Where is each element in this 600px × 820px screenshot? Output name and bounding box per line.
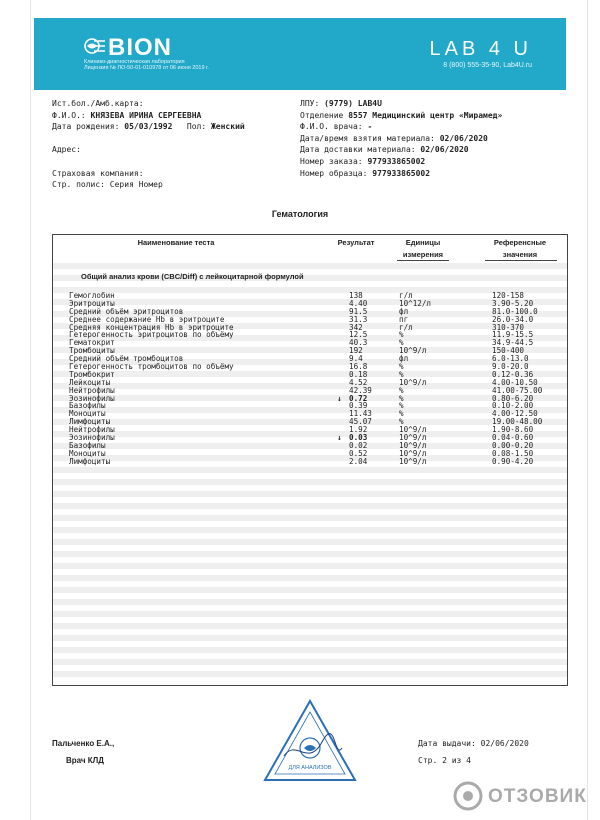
test-unit: % (399, 338, 404, 348)
test-unit: 10^9/л (399, 377, 427, 387)
reference-header-underline (485, 260, 557, 261)
lpu-label: ЛПУ: (300, 99, 320, 108)
doctor-value: - (367, 122, 373, 132)
brand-subtitle-line-1: Клинико-диагностическая лаборатория (84, 59, 185, 65)
patient-name-label: Ф.И.О.: (52, 110, 86, 120)
signature-block (52, 735, 114, 769)
table-row (53, 418, 567, 426)
test-result: 16.8 (349, 362, 368, 372)
sample-date-line (300, 133, 502, 145)
test-result: 0.39 (349, 401, 368, 411)
test-name: Нейтрофилы (69, 385, 115, 395)
test-reference: 0.90-4.20 (492, 456, 534, 466)
test-reference: 4.00-10.50 (492, 377, 538, 387)
test-unit: фл (399, 306, 409, 316)
test-name: Нейтрофилы (69, 425, 115, 435)
table-row (53, 410, 567, 418)
test-result: 192 (349, 346, 363, 356)
test-name: Тромбокрит (69, 369, 115, 379)
test-name: Гемоглобин (69, 291, 115, 300)
table-row (53, 379, 567, 387)
dept-line (300, 110, 502, 122)
sample-date: 02/06/2020 (439, 133, 488, 143)
test-reference: 1.90-8.60 (492, 425, 534, 435)
test-result: 4.40 (349, 298, 368, 308)
test-result: 12.5 (349, 330, 368, 340)
col-header-reference (483, 237, 557, 261)
test-name: Средний объём эритроцитов (69, 306, 184, 316)
test-reference: 6.0-13.0 (492, 354, 529, 364)
table-row (53, 395, 567, 403)
test-name: Лейкоциты (69, 377, 111, 387)
test-name: Средняя концентрация Hb в эритроците (69, 322, 234, 332)
table-row (53, 434, 567, 442)
test-result: 45.07 (349, 417, 372, 427)
test-name: Эритроциты (69, 298, 115, 308)
test-result: 0.18 (349, 369, 368, 379)
patient-sex: Женский (210, 122, 245, 132)
dept-value: 8557 Медицинский центр «Мирамед» (348, 110, 503, 120)
patient-sex-label: Пол: (186, 122, 207, 132)
table-row (53, 339, 567, 347)
test-reference: 26.0-34.0 (492, 314, 534, 324)
low-flag-icon: ↓ (337, 393, 342, 403)
col-header-units (395, 237, 451, 261)
test-name: Тромбоциты (69, 346, 115, 356)
delivery-date: 02/06/2020 (420, 145, 469, 155)
table-row (53, 450, 567, 458)
test-result: 9.4 (349, 354, 363, 364)
test-result: 0.03 (349, 433, 368, 443)
test-result: 91.5 (349, 306, 368, 316)
test-unit: 10^9/л (399, 433, 427, 443)
test-unit: 10^9/л (399, 456, 427, 466)
patient-dob-label: Дата рождения: (52, 122, 120, 132)
test-result: 42.39 (349, 385, 372, 395)
order-number: 977933865002 (367, 156, 426, 166)
test-name: Моноциты (69, 448, 106, 458)
test-result: 138 (349, 291, 363, 300)
stamp-text: ДЛЯ АНАЛИЗОВ (288, 765, 332, 771)
test-unit: % (399, 417, 404, 427)
low-flag-icon: ↓ (337, 433, 342, 443)
table-row (53, 458, 567, 466)
sample-date-label: Дата/время взятия материала: (300, 133, 435, 143)
test-unit: % (399, 385, 404, 395)
test-unit: % (399, 330, 404, 340)
test-reference: 19.00-48.00 (492, 417, 543, 427)
signer-name: Пальченко Е.А., (52, 739, 115, 748)
test-name: Лимфоциты (69, 456, 111, 466)
section-title: Гематология (271, 209, 329, 219)
test-result: 0.02 (349, 440, 368, 450)
test-result: 1.92 (349, 425, 368, 435)
patient-name-line (52, 110, 245, 122)
sample-number: 977933865002 (372, 168, 431, 178)
brand-subtitle (84, 59, 244, 71)
test-unit: 10^9/л (399, 425, 427, 435)
lab-contacts: 8 (800) 555-35-90, Lab4U.ru (443, 62, 532, 69)
test-reference: 310-370 (492, 322, 525, 332)
address-label: Адрес: (52, 145, 81, 155)
patient-info (52, 98, 245, 191)
bion-logo-icon (84, 38, 106, 54)
page-number: Стр. 2 из 4 (418, 756, 471, 765)
test-name: Лимфоциты (69, 417, 111, 427)
table-row (53, 442, 567, 450)
order-info (300, 98, 502, 179)
watermark-text: ОТЗОВИК (488, 786, 587, 807)
test-reference: 0.04-0.60 (492, 433, 534, 443)
table-row (53, 387, 567, 395)
insurer-label: Страховая компания: (52, 168, 144, 178)
doctor-line (300, 121, 502, 133)
otzovik-logo-icon (452, 780, 484, 812)
signer-role: Врач КЛД (66, 756, 104, 765)
test-name: Средний объём тромбоцитов (69, 354, 184, 364)
test-reference: 0.08-1.50 (492, 448, 534, 458)
test-result: 2.04 (349, 456, 368, 466)
test-name: Гетерогенность эритроцитов по объёму (69, 330, 234, 340)
test-unit: % (399, 409, 404, 419)
issue-date: 02/06/2020 (480, 739, 529, 748)
col-header-units-line-2: измерения (402, 250, 444, 259)
test-unit: % (399, 369, 404, 379)
col-header-reference-line-2: значения (502, 250, 538, 259)
patient-dob-line (52, 121, 245, 133)
issue-date-line (418, 735, 529, 752)
test-name: Среднее содержание Hb в эритроците (69, 314, 225, 324)
table-row (53, 426, 567, 434)
table-row (53, 402, 567, 410)
patient-name: КНЯЗЕВА ИРИНА СЕРГЕЕВНА (90, 110, 202, 120)
test-name: Эозинофилы (69, 393, 115, 403)
test-unit: 10^12/л (399, 298, 432, 308)
test-unit: 10^9/л (399, 440, 427, 450)
test-reference: 34.9-44.5 (492, 338, 534, 348)
test-unit: % (399, 393, 404, 403)
test-reference: 0.10-2.00 (492, 401, 534, 411)
results-rows (53, 292, 567, 466)
brand-license: Лицензия № ЛО-50-01-010978 от 06 июня 2019 г. (84, 65, 209, 71)
col-header-reference-line-1: Референсные (493, 238, 547, 247)
test-reference: 9.0-20.0 (492, 362, 529, 372)
test-unit: 10^9/л (399, 448, 427, 458)
order-number-label: Номер заказа: (300, 156, 363, 166)
patient-dob: 05/03/1992 (124, 122, 173, 132)
table-row (53, 371, 567, 379)
test-reference: 81.0-100.0 (492, 306, 538, 316)
test-result: 31.3 (349, 314, 368, 324)
test-reference: 11.9-15.5 (492, 330, 534, 340)
test-name: Базофилы (69, 440, 106, 450)
otzovik-watermark (452, 780, 600, 812)
test-unit: фл (399, 354, 409, 364)
issue-block (418, 735, 529, 769)
test-reference: 0.12-0.36 (492, 369, 534, 379)
test-result: 4.52 (349, 377, 368, 387)
col-header-result: Результат (337, 238, 375, 247)
brand-name: BION (108, 34, 172, 61)
test-unit: г/л (399, 322, 413, 332)
test-name: Базофилы (69, 401, 106, 411)
order-number-line (300, 156, 502, 168)
table-row (53, 292, 567, 300)
lpu-value: (9779) LAB4U (324, 99, 382, 108)
panel-title: Общий анализ крови (CBC/Diff) с лейкоцитарной формулой (81, 272, 304, 281)
col-header-units-line-1: Единицы (405, 238, 441, 247)
test-unit: % (399, 362, 404, 372)
test-reference: 0.80-6.20 (492, 393, 534, 403)
doctor-label: Ф.И.О. врача: (300, 122, 363, 132)
report-header (34, 18, 566, 90)
test-name: Гематокрит (69, 338, 115, 348)
test-result: 0.52 (349, 448, 368, 458)
test-reference: 120-158 (492, 291, 525, 300)
issue-date-label: Дата выдачи: (418, 739, 476, 748)
results-table (52, 234, 568, 686)
test-reference: 0.00-0.20 (492, 440, 534, 450)
lab-title: LAB 4 U (429, 38, 532, 60)
test-result: 11.43 (349, 409, 372, 419)
sample-number-label: Номер образца: (300, 168, 368, 178)
lab-stamp (262, 698, 358, 784)
test-result: 40.3 (349, 338, 368, 348)
test-result: 0.72 (349, 393, 368, 403)
test-reference: 150-400 (492, 346, 525, 356)
delivery-date-line (300, 144, 502, 156)
card-label: Ист.бол./Амб.карта: (52, 99, 144, 108)
test-unit: 10^9/л (399, 346, 427, 356)
test-name: Эозинофилы (69, 433, 115, 443)
test-reference: 4.00-12.50 (492, 409, 538, 419)
test-result: 342 (349, 322, 363, 332)
sample-number-line (300, 168, 502, 180)
test-reference: 41.00-75.00 (492, 385, 543, 395)
table-row (53, 363, 567, 371)
test-unit: % (399, 401, 404, 411)
table-row (53, 331, 567, 339)
test-name: Моноциты (69, 409, 106, 419)
delivery-date-label: Дата доставки материала: (300, 145, 416, 155)
dept-label: Отделение (300, 110, 344, 120)
test-name: Гетерогенность тромбоцитов по объёму (69, 362, 234, 372)
policy-label: Стр. полис: Серия Номер (52, 180, 163, 190)
col-header-test-name: Наименование теста (137, 238, 215, 247)
test-unit: г/л (399, 291, 413, 300)
lpu-line (300, 98, 502, 110)
test-unit: пг (399, 314, 409, 324)
units-header-underline (397, 260, 449, 261)
test-reference: 3.90-5.20 (492, 298, 534, 308)
